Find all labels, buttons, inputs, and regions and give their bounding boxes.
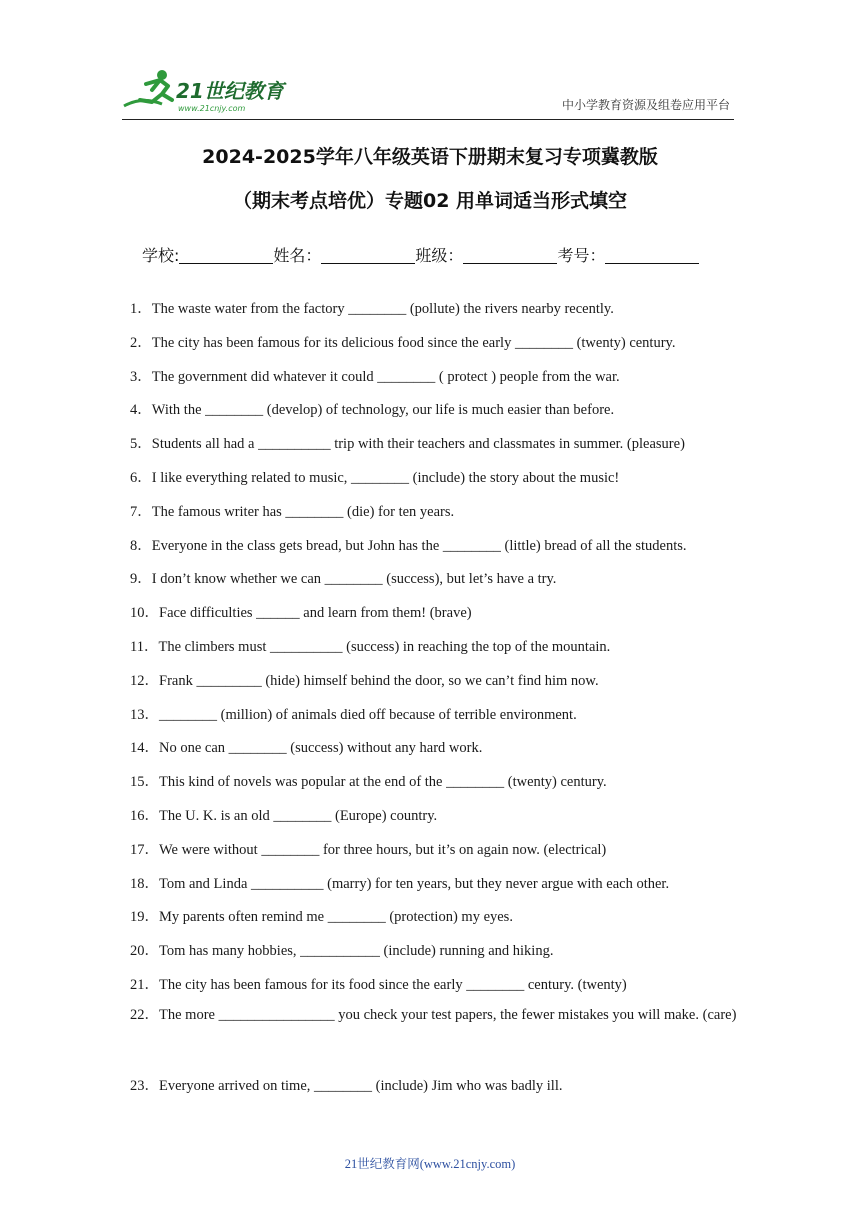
question-10: 10．Face difficulties ______ and learn from them! (brave) — [130, 605, 472, 621]
runner-body-icon — [140, 80, 172, 102]
question-4: 4．With the ________ (develop) of technology, our life is much easier than before. — [130, 402, 615, 418]
question-6: 6．I like everything related to music, ________ (include) the story about the music! — [130, 470, 620, 486]
platform-label: 中小学教育资源及组卷应用平台 — [561, 98, 730, 112]
header-divider — [122, 119, 734, 120]
question-12: 12．Frank _________ (hide) himself behind the door, so we can’t find him now. — [130, 673, 599, 689]
name-label: 姓名： — [273, 246, 322, 265]
name-field[interactable] — [321, 247, 415, 264]
question-9: 9．I don’t know whether we can ________ (success), but let’s have a try. — [130, 571, 557, 587]
question-5: 5．Students all had a __________ trip with their teachers and classmates in summer. (pleasure) — [130, 436, 685, 452]
question-7: 7．The famous writer has ________ (die) for ten years. — [130, 504, 455, 520]
school-field[interactable] — [179, 247, 273, 264]
page-title: 2024-2025学年八年级英语下册期末复习专项冀教版 — [202, 146, 658, 168]
question-22: 22．The more ________________ you check your test papers, the fewer mistakes you will make. (care) — [130, 1007, 737, 1023]
question-15: 15．This kind of novels was popular at the end of the ________ (twenty) century. — [130, 774, 607, 790]
school-label: 学校: — [142, 246, 180, 265]
logo-text: 21世纪教育 — [176, 79, 284, 103]
question-23: 23．Everyone arrived on time, ________ (include) Jim who was badly ill. — [130, 1078, 563, 1094]
class-field[interactable] — [463, 247, 557, 264]
question-2: 2．The city has been famous for its delicious food since the early ________ (twenty) century. — [130, 335, 676, 351]
question-21: 21．The city has been famous for its food since the early ________ century. (twenty) — [130, 977, 627, 993]
class-label: 班级： — [415, 246, 464, 265]
student-info-fields — [142, 243, 699, 266]
question-3: 3．The government did whatever it could ________ ( protect ) people from the war. — [130, 369, 620, 385]
question-13: 13．________ (million) of animals died off because of terrible environment. — [130, 707, 577, 723]
question-19: 19．My parents often remind me ________ (protection) my eyes. — [130, 909, 513, 925]
question-8: 8．Everyone in the class gets bread, but John has the ________ (little) bread of all the students. — [130, 538, 687, 554]
question-11: 11．The climbers must __________ (success) in reaching the top of the mountain. — [130, 639, 611, 655]
logo — [122, 66, 292, 116]
logo-url: www.21cnjy.com — [178, 104, 246, 113]
number-field[interactable] — [605, 247, 699, 264]
question-20: 20．Tom has many hobbies, ___________ (include) running and hiking. — [130, 943, 554, 959]
question-14: 14．No one can ________ (success) without any hard work. — [130, 740, 483, 756]
question-18: 18．Tom and Linda __________ (marry) for ten years, but they never argue with each other. — [130, 876, 670, 892]
page-subtitle: （期末考点培优）专题02 用单词适当形式填空 — [232, 190, 628, 212]
number-label: 考号： — [557, 246, 606, 265]
question-1: 1．The waste water from the factory ________ (pollute) the rivers nearby recently. — [130, 301, 614, 317]
question-16: 16．The U. K. is an old ________ (Europe) country. — [130, 808, 438, 824]
question-17: 17．We were without ________ for three hours, but it’s on again now. (electrical) — [130, 842, 607, 858]
footer-link[interactable]: 21世纪教育网(www.21cnjy.com) — [344, 1157, 516, 1171]
